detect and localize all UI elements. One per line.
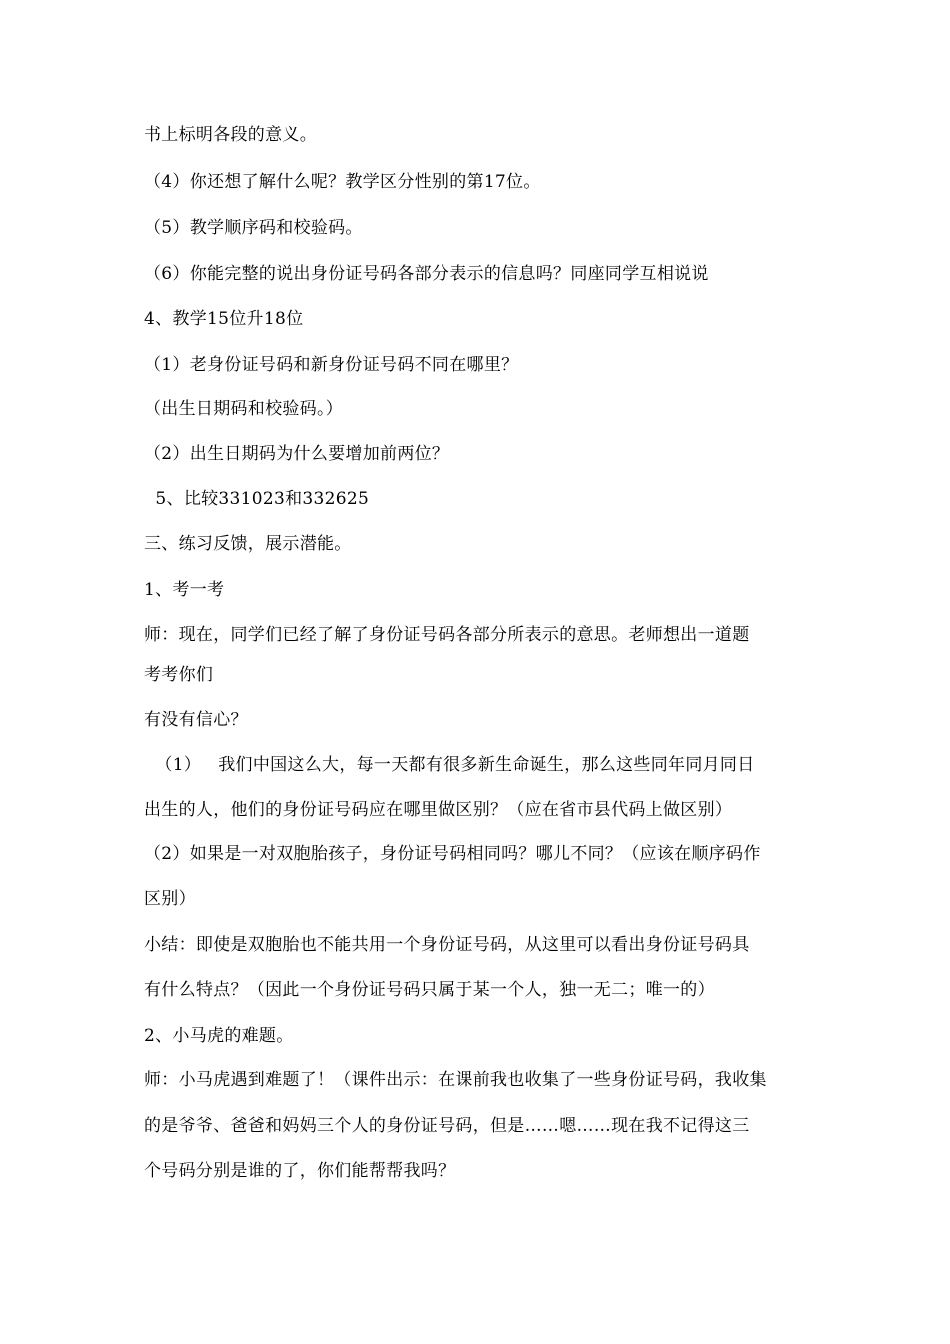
text-line-18: 区别） (144, 889, 196, 909)
text-line-19: 小结：即使是双胞胎也不能共用一个身份证号码，从这里可以看出身份证号码具 (144, 935, 750, 955)
text-line-5: 4、教学15位升18位 (144, 309, 304, 329)
text-line-15: （1） 我们中国这么大，每一天都有很多新生命诞生，那么这些同年同月同日 (144, 755, 755, 775)
text-line-16: 出生的人，他们的身份证号码应在哪里做区别？（应在省市县代码上做区别） (144, 800, 733, 820)
text-line-6: （1）老身份证号码和新身份证号码不同在哪里？ (144, 355, 519, 375)
text-line-11: 1、考一考 (144, 580, 225, 600)
text-line-9: 5、比较331023和332625 (144, 489, 370, 509)
text-line-10: 三、练习反馈，展示潜能。 (144, 534, 352, 554)
text-line-20: 有什么特点？（因此一个身份证号码只属于某一个人，独一无二；唯一的） (144, 980, 715, 1000)
text-line-21: 2、小马虎的难题。 (144, 1026, 294, 1046)
text-line-8: （2）出生日期码为什么要增加前两位？ (144, 444, 450, 464)
text-line-22: 师：小马虎遇到难题了！（课件出示：在课前我也收集了一些身份证号码，我收集 (144, 1070, 767, 1090)
text-line-13: 考考你们 (144, 665, 214, 685)
text-line-7: （出生日期码和校验码。） (144, 399, 344, 419)
text-line-4: （6）你能完整的说出身份证号码各部分表示的信息吗？同座同学互相说说 (144, 264, 709, 284)
text-line-2: （4）你还想了解什么呢？教学区分性别的第17位。 (144, 172, 541, 192)
text-line-12: 师：现在，同学们已经了解了身份证号码各部分所表示的意思。老师想出一道题 (144, 625, 750, 645)
text-line-23: 的是爷爷、爸爸和妈妈三个人的身份证号码，但是……嗯……现在我不记得这三 (144, 1116, 750, 1136)
text-line-14: 有没有信心？ (144, 710, 248, 730)
text-line-24: 个号码分别是谁的了，你们能帮帮我吗？ (144, 1161, 456, 1181)
text-line-3: （5）教学顺序码和校验码。 (144, 218, 363, 238)
text-line-17: （2）如果是一对双胞胎孩子，身份证号码相同吗？哪儿不同？（应该在顺序码作 (144, 844, 761, 864)
text-line-1: 书上标明各段的意义。 (144, 125, 317, 145)
